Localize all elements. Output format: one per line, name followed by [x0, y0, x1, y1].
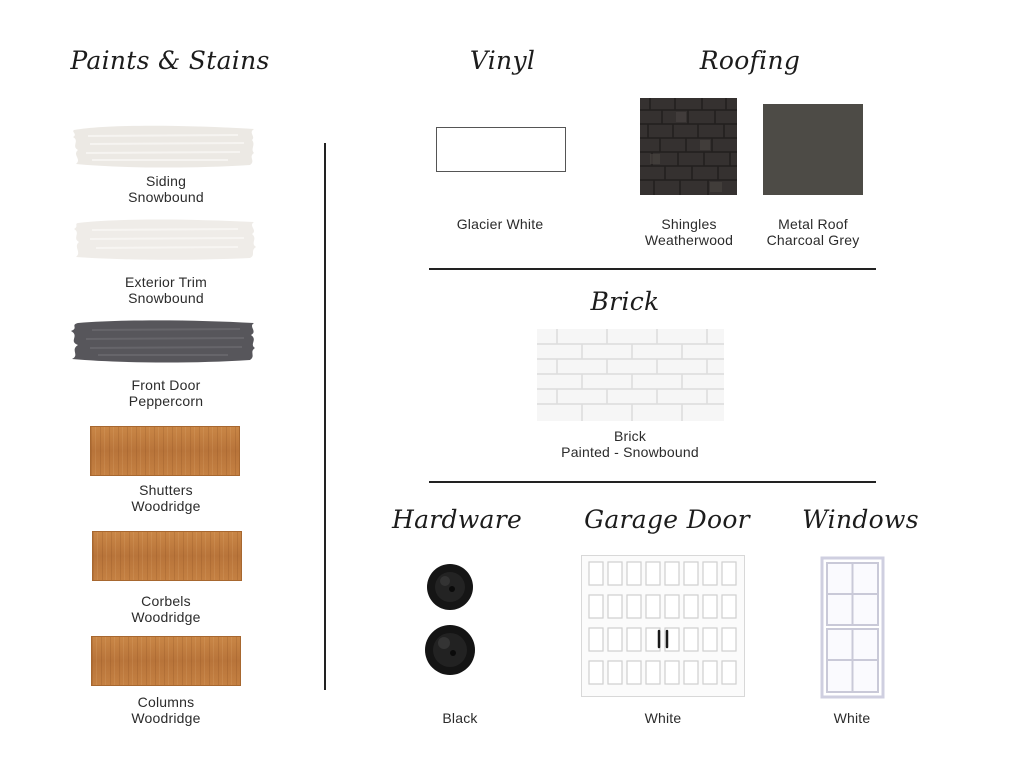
siding-label: Siding Snowbound — [128, 173, 204, 205]
siding-swatch — [68, 122, 260, 172]
front-door-swatch — [68, 317, 260, 365]
corbels-label: Corbels Woodridge — [131, 593, 201, 625]
vinyl-swatch — [436, 127, 566, 172]
brick-swatch — [537, 329, 724, 421]
metal-roof-label: Metal Roof Charcoal Grey — [766, 216, 860, 248]
garage-door-heading: Garage Door — [584, 505, 750, 534]
window-image — [820, 556, 885, 699]
hardware-label: Black — [442, 710, 478, 726]
exterior-trim-swatch — [70, 215, 260, 263]
corbels-swatch — [92, 531, 242, 581]
columns-swatch — [91, 636, 241, 686]
windows-heading: Windows — [802, 505, 919, 534]
shingles-label: Shingles Weatherwood — [644, 216, 734, 248]
vinyl-label: Glacier White — [456, 216, 544, 232]
exterior-trim-label: Exterior Trim Snowbound — [125, 274, 207, 306]
columns-label: Columns Woodridge — [131, 694, 201, 726]
metal-roof-swatch — [763, 104, 863, 195]
vinyl-heading: Vinyl — [469, 46, 536, 75]
garage-door-label: White — [644, 710, 682, 726]
windows-label: White — [833, 710, 871, 726]
divider-top — [429, 268, 876, 270]
front-door-label: Front Door Peppercorn — [128, 377, 204, 409]
divider-bottom — [429, 481, 876, 483]
shutters-label: Shutters Woodridge — [131, 482, 201, 514]
brick-label: Brick Painted - Snowbound — [561, 428, 699, 460]
brick-heading: Brick — [590, 287, 660, 316]
shutters-swatch — [90, 426, 240, 476]
paints-heading: Paints & Stains — [70, 46, 270, 75]
vertical-divider — [324, 143, 326, 690]
deadbolt-image — [425, 562, 475, 612]
roofing-heading: Roofing — [699, 46, 801, 75]
garage-door-image — [581, 555, 745, 697]
knob-image — [423, 623, 477, 677]
hardware-heading: Hardware — [392, 505, 523, 534]
shingles-swatch — [640, 98, 737, 195]
